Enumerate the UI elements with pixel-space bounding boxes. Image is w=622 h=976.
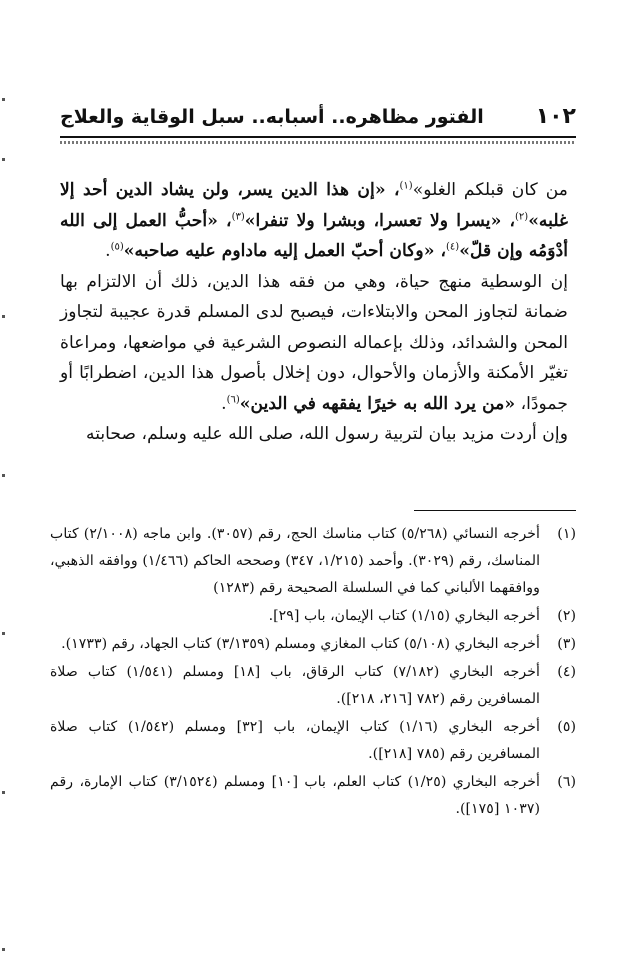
footnote-separator: [414, 510, 576, 511]
header-rule: [60, 136, 576, 146]
text-run: .: [105, 241, 111, 261]
paragraph-2: [60, 267, 568, 420]
footnote-number: (٣): [557, 636, 576, 652]
footnote-number: (٥): [557, 719, 576, 735]
footnote-ref: (٦): [226, 393, 240, 405]
hadith-quote: ، «إن هذا الدين يسر، ولن يشاد الدين أحد إلا غلبه»: [60, 180, 569, 231]
hadith-quote: «من يرد الله به خيرًا يفقهه في الدين»: [239, 393, 516, 414]
footnote-ref: (٥): [110, 241, 124, 253]
footnotes: [50, 521, 576, 824]
scan-speck: [2, 948, 5, 951]
footnote-item: [50, 603, 576, 630]
scan-speck: [2, 315, 5, 318]
footnote-item: [50, 631, 576, 658]
paragraph-1: [60, 175, 568, 267]
footnote-ref: (١): [399, 180, 413, 192]
hadith-quote: ، «أحبُّ العمل إلى الله أدْوَمُه وإن قلّ»: [60, 210, 568, 261]
footnote-text: أخرجه البخاري (١/١٥) كتاب الإيمان، باب [٢٩].: [268, 608, 540, 624]
footnote-text: أخرجه البخاري (١/٢٥) كتاب العلم، باب [١٠] ومسلم (٣/١٥٢٤) كتاب الإمارة، رقم (١٠٣٧ [١٧٥]).: [50, 774, 540, 817]
footnote-text: أخرجه البخاري (٧/١٨٢) كتاب الرقاق، باب [١٨] ومسلم (١/٥٤١) كتاب صلاة المسافرين رقم (٧٨٢ [٢١٦، ٢١٨]).: [50, 664, 540, 707]
text-run: من كان قبلكم الغلو»: [412, 180, 568, 200]
scan-speck: [2, 158, 5, 161]
paragraph-3: [60, 419, 568, 450]
scan-speck: [2, 632, 5, 635]
page-number: ١٠٢: [535, 104, 576, 129]
footnote-text: أخرجه النسائي (٥/٢٦٨) كتاب مناسك الحج، رقم (٣٠٥٧). وابن ماجه (٢/١٠٠٨) كتاب المناسك، رقم (٣٠٢٩). وأحمد (١/٢١٥، ٣٤٧) وصححه الحاكم (١/٤٦٦) ووافقه الذهبي، ووافقهما الألباني كما في السلسلة الصحيحة رقم (١٢٨٣): [50, 526, 541, 596]
scan-speck: [2, 791, 5, 794]
footnote-number: (٤): [557, 664, 576, 680]
text-run: .: [221, 393, 227, 414]
text-run: وإن أردت مزيد بيان لتربية رسول الله، صلى الله عليه وسلم، صحابته: [85, 424, 568, 444]
scan-speck: [2, 98, 5, 101]
footnote-ref: (٤): [446, 241, 460, 253]
page-header: [60, 98, 576, 132]
footnote-number: (٢): [557, 608, 576, 624]
footnote-ref: (٣): [231, 210, 245, 222]
footnote-number: (٦): [557, 774, 576, 790]
text-run: إن الوسطية منهج حياة، وهي من فقه هذا الدين، ذلك أن الالتزام بها ضمانة لتجاوز المحن والابتلاءات، فيصبح لدى المسلم قدرة عجيبة لتجاوز المحن والشدائد، وذلك بإعماله النصوص الشرعية في مواضعها، ومراعاة تغيّر الأمكنة والأزمان والأحوال، دون إخلال بأصول هذا الدين، اضطرابًا أو جمودًا،: [60, 271, 568, 414]
footnote-text: أخرجه البخاري (١/١٦) كتاب الإيمان، باب [٣٢] ومسلم (١/٥٤٢) كتاب صلاة المسافرين رقم (٧٨٥ [٢١٨]).: [50, 719, 540, 762]
footnote-item: [50, 521, 576, 602]
footnote-number: (١): [557, 526, 576, 542]
hadith-quote: ، «يسرا ولا تعسرا، وبشرا ولا تنفرا»: [244, 210, 515, 231]
footnote-item: [50, 659, 576, 713]
main-text: [60, 175, 568, 450]
footnote-text: أخرجه البخاري (٥/١٠٨) كتاب المغازي ومسلم (٣/١٣٥٩) كتاب الجهاد، رقم (١٧٣٣).: [61, 636, 540, 652]
footnote-ref: (٢): [515, 210, 529, 222]
scan-speck: [2, 474, 5, 477]
hadith-quote: ، «وكان أحبّ العمل إليه ماداوم عليه صاحبه»: [123, 241, 447, 261]
footnote-item: [50, 714, 576, 768]
footnote-item: [50, 769, 576, 823]
running-title: الفتور مظاهره.. أسبابه.. سبل الوقاية والعلاج: [60, 106, 484, 128]
